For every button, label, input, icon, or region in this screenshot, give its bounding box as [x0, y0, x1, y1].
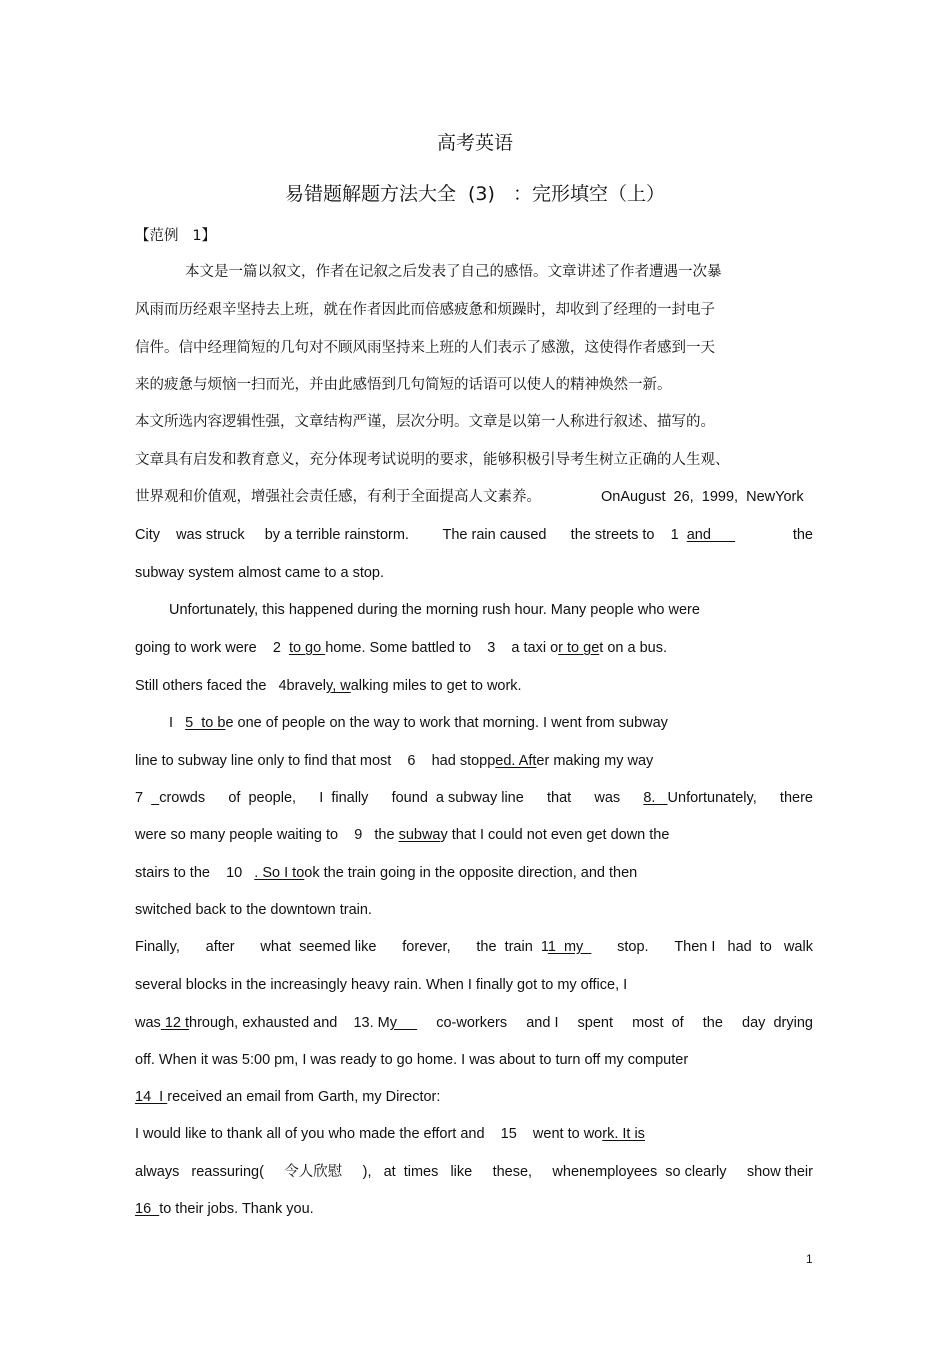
blank-line — [655, 790, 667, 806]
line-segment: found a subway line — [391, 790, 524, 806]
page-number: 1 — [806, 1252, 813, 1266]
line-segment: the train 11 my — [476, 939, 592, 955]
passage-line-3: subway system almost came to a stop. — [135, 565, 385, 581]
passage-line-18: I would like to thank all of you who made the effort and 15 went to work. It is — [135, 1126, 645, 1142]
line-segment: stop. — [617, 939, 649, 955]
line-segment: 令人欣慰 — [284, 1164, 343, 1180]
line-segment: that — [546, 790, 572, 806]
passage-line-2 — [135, 525, 813, 545]
blank-answer: y, w — [326, 678, 351, 694]
line-segment: co-workers — [436, 1015, 508, 1031]
line-segment: 7 crowds — [135, 790, 206, 806]
intro-line-2: 风雨而历经艰辛坚持去上班，就在作者因此而倍感疲惫和烦躁时，却收到了经理的一封电子 — [135, 302, 715, 318]
passage-line-19 — [135, 1162, 813, 1182]
passage-line-7: I 5 to be one of people on the way to work that morning. I went from subway — [169, 715, 668, 731]
passage-line-4: Unfortunately, this happened during the morning rush hour. Many people who were — [169, 602, 700, 618]
blank-answer: 1 my — [547, 939, 592, 955]
example-label: 【范例 1】 — [135, 228, 217, 244]
intro-line-5: 本文所选内容逻辑性强，文章结构严谨，层次分明。文章是以第一人称进行叙述、描写的。 — [135, 414, 715, 430]
line-segment: was — [594, 790, 621, 806]
passage-line-16: off. When it was 5:00 pm, I was ready to go home. I was about to turn off my computer — [135, 1052, 689, 1068]
blank-answer: 5 to b — [185, 715, 226, 731]
blank-answer: 12 t — [160, 1015, 190, 1031]
blank-answer: 16 — [135, 1201, 160, 1217]
line-segment: Then I had to walk — [674, 939, 813, 955]
passage-line-6: Still others faced the 4bravely, walking miles to get to work. — [135, 678, 522, 694]
line-segment: was 12 through, exhausted and 13. My — [135, 1015, 418, 1031]
passage-line-14: several blocks in the increasingly heavy rain. When I finally got to my office, I — [135, 977, 628, 993]
line-segment: these, — [492, 1164, 533, 1180]
blank-answer: 8. — [643, 790, 656, 806]
line-segment: Finally, — [135, 939, 180, 955]
line-segment: what seemed like — [260, 939, 377, 955]
passage-line-8: line to subway line only to find that most 6 had stopped. After making my way — [135, 753, 654, 769]
line-segment: spent — [577, 1015, 614, 1031]
intro-line-7: 世界观和价值观，增强社会责任感，有利于全面提高人文素养。 — [135, 489, 541, 505]
line-segment: always reassuring( — [135, 1164, 264, 1180]
line-segment: City was struck by a terrible rainstorm. — [135, 527, 409, 543]
passage-line-20: 16 to their jobs. Thank you. — [135, 1201, 314, 1217]
line-segment: of people, — [228, 790, 297, 806]
passage-line-13 — [135, 937, 813, 957]
blank-answer: subwa — [398, 827, 441, 843]
blank-answer: ed. Aft — [495, 753, 537, 769]
line-segment: and I — [526, 1015, 559, 1031]
intro-line-4: 来的疲惫与烦恼一扫而光，并由此感悟到几句简短的话语可以使人的精神焕然一新。 — [135, 377, 672, 393]
line-segment: The rain caused the streets to 1 and — [443, 525, 736, 545]
intro-line-6: 文章具有启发和教育意义，充分体现考试说明的要求，能够积极引导考生树立正确的人生观、 — [135, 452, 730, 468]
blank-answer: to go — [288, 640, 326, 656]
line-segment: 8. Unfortunately, — [643, 790, 757, 806]
passage-line-1: OnAugust 26, 1999, NewYork — [601, 489, 804, 505]
line-segment: I finally — [319, 790, 369, 806]
blank-answer: and — [686, 527, 711, 543]
blank-answer: r to ge — [558, 640, 600, 656]
line-segment: there — [779, 790, 813, 806]
blank-answer: y — [389, 1015, 418, 1031]
passage-line-10: were so many people waiting to 9 the subway that I could not even get down the — [135, 827, 670, 843]
passage-line-11: stairs to the 10 . So I took the train going in the opposite direction, and then — [135, 865, 638, 881]
page-subtitle: 易错题解题方法大全 (3) ：完形填空（上） — [284, 183, 666, 205]
line-segment: most of — [632, 1015, 684, 1031]
line-segment: forever, — [402, 939, 451, 955]
blank-line — [711, 527, 735, 543]
passage-line-5: going to work were 2 to go home. Some battled to 3 a taxi or to get on a bus. — [135, 640, 667, 656]
passage-line-17: 14 I received an email from Garth, my Director: — [135, 1089, 441, 1105]
line-segment: the — [768, 527, 813, 543]
line-segment: day drying — [742, 1015, 813, 1031]
passage-line-15 — [135, 1013, 813, 1033]
line-segment: ), at times like — [362, 1164, 473, 1180]
blank-line — [151, 790, 159, 806]
passage-line-9 — [135, 788, 813, 808]
blank-answer: . So I to — [254, 865, 305, 881]
intro-line-3: 信件。信中经理简短的几句对不顾风雨坚持来上班的人们表示了感激，这使得作者感到一天 — [135, 340, 715, 356]
page-title: 高考英语 — [436, 132, 513, 154]
blank-answer: rk. It is — [602, 1126, 645, 1142]
line-segment: the — [702, 1015, 723, 1031]
passage-line-12: switched back to the downtown train. — [135, 902, 372, 918]
intro-line-1: 本文是一篇以叙文，作者在记叙之后发表了自己的感悟。文章讲述了作者遭遇一次暴 — [185, 264, 722, 280]
line-segment: show their — [746, 1164, 813, 1180]
blank-answer: 14 I — [135, 1089, 168, 1105]
line-segment: after — [205, 939, 235, 955]
line-segment: whenemployees so clearly — [552, 1164, 727, 1180]
